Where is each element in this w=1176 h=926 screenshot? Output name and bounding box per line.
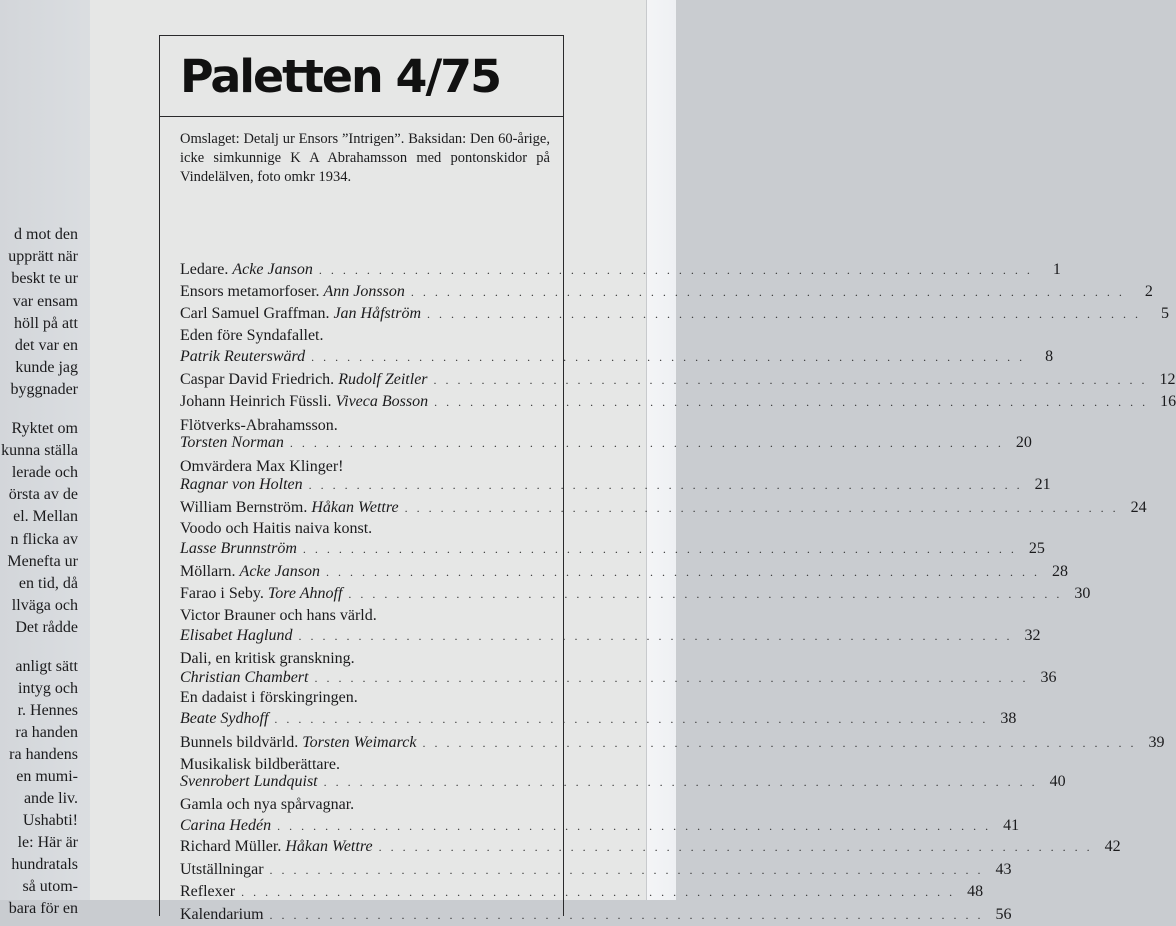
toc-title: Carl Samuel Graffman. <box>180 305 330 322</box>
facing-page-line: n flicka av <box>10 531 78 548</box>
toc-line <box>180 474 1051 496</box>
toc-page-number: 30 <box>1074 585 1091 602</box>
toc-title: Kalendarium <box>180 906 264 923</box>
toc-title: Omvärdera Max Klinger! <box>180 458 344 475</box>
toc-author: Christian Chambert <box>180 669 309 686</box>
facing-page-line: r. Hennes <box>17 702 78 719</box>
toc-line <box>180 794 545 816</box>
toc-page-number: 42 <box>1104 838 1121 855</box>
toc-author: Acke Janson <box>239 563 320 580</box>
toc-heading <box>180 859 264 881</box>
facing-page-line: kunna ställa <box>1 442 78 459</box>
toc-heading <box>180 281 405 303</box>
toc-heading <box>180 904 264 926</box>
toc-page-number: 41 <box>1003 817 1020 834</box>
toc-heading <box>180 583 342 605</box>
toc-page-number: 8 <box>1045 348 1054 365</box>
leader-dots <box>405 497 1119 519</box>
toc-page-number: 40 <box>1049 773 1066 790</box>
leader-dots <box>274 708 988 730</box>
toc-page-number: 39 <box>1148 734 1165 751</box>
toc-page-number: 20 <box>1015 434 1032 451</box>
toc-author: Ann Jonsson <box>323 283 405 300</box>
toc-line <box>180 881 984 903</box>
toc-page-number: 16 <box>1160 393 1176 410</box>
toc-page-number: 43 <box>995 861 1012 878</box>
toc-heading <box>180 303 421 325</box>
leader-dots <box>348 583 1062 605</box>
toc-line <box>180 687 545 709</box>
toc-author: Tore Ahnoff <box>267 585 343 602</box>
leader-dots <box>270 904 984 926</box>
leader-dots <box>290 432 1004 454</box>
leader-dots <box>298 625 1012 647</box>
facing-page-line: d mot den <box>14 226 78 243</box>
toc-line <box>180 583 1091 605</box>
leader-dots <box>427 303 1141 325</box>
toc-line <box>180 904 1012 926</box>
toc-line <box>180 605 545 627</box>
toc-author: Svenrobert Lundquist <box>180 773 318 790</box>
toc-title: En dadaist i förskingringen. <box>180 689 358 706</box>
toc-title: Richard Müller. <box>180 838 282 855</box>
toc-line <box>180 303 1169 325</box>
toc-line <box>180 497 1147 519</box>
toc-line <box>180 369 1176 391</box>
facing-page-line: le: Här är <box>17 834 78 851</box>
toc-author: Håkan Wettre <box>311 499 399 516</box>
facing-page-line: en tid, då <box>18 575 78 592</box>
facing-page-line: beskt te ur <box>11 270 78 287</box>
toc-page-number: 21 <box>1034 476 1051 493</box>
facing-page-line: llväga och <box>11 597 78 614</box>
facing-page-line: det var en <box>14 337 78 354</box>
facing-page-line: en mumi- <box>16 768 78 785</box>
toc-page-number: 25 <box>1028 540 1045 557</box>
toc-line <box>180 346 1054 368</box>
toc-title: Dali, en kritisk granskning. <box>180 650 355 667</box>
facing-page-line: ra handens <box>9 746 78 763</box>
toc-title: Voodo och Haitis naiva konst. <box>180 520 373 537</box>
leader-dots <box>326 561 1040 583</box>
leader-dots <box>277 815 991 837</box>
facing-page-line: kunde jag <box>15 359 78 376</box>
toc-title: Musikalisk bildberättare. <box>180 756 340 773</box>
leader-dots <box>314 667 1028 689</box>
magazine-title: Paletten 4/75 <box>180 50 500 103</box>
leader-dots <box>411 281 1125 303</box>
leader-dots <box>324 771 1038 793</box>
toc-author: Patrik Reuterswärd <box>180 348 306 365</box>
toc-title: Bunnels bildvärld. <box>180 734 299 751</box>
facing-page-line: var ensam <box>12 293 78 310</box>
toc-heading <box>180 369 428 391</box>
facing-page-line: Menefta ur <box>7 553 78 570</box>
toc-title: Ledare. <box>180 261 229 278</box>
toc-line <box>180 771 1066 793</box>
toc-page-number: 28 <box>1051 563 1068 580</box>
toc-author: Acke Janson <box>232 261 313 278</box>
toc-line <box>180 391 1176 413</box>
toc-title: Farao i Seby. <box>180 585 264 602</box>
facing-page-line: bara för en <box>8 900 78 917</box>
facing-page-line: ande liv. <box>23 790 78 807</box>
leader-dots <box>309 474 1023 496</box>
toc-heading <box>180 391 428 413</box>
leader-dots <box>434 369 1148 391</box>
toc-heading <box>180 836 373 858</box>
toc-line <box>180 815 1020 837</box>
facing-page-line: hundratals <box>11 856 78 873</box>
leader-dots <box>270 859 984 881</box>
toc-heading <box>180 881 235 903</box>
toc-title: Reflexer <box>180 883 236 900</box>
toc-line <box>180 325 545 347</box>
leader-dots <box>319 259 1033 281</box>
toc-page-number: 12 <box>1159 371 1176 388</box>
toc-heading <box>180 732 416 754</box>
toc-line <box>180 538 1045 560</box>
toc-author: Jan Håfström <box>333 305 421 322</box>
leader-dots <box>422 732 1136 754</box>
toc-title: Utställningar <box>180 861 264 878</box>
toc-line <box>180 625 1041 647</box>
leader-dots <box>311 346 1025 368</box>
toc-line <box>180 561 1068 583</box>
facing-page-line: så utom- <box>22 878 78 895</box>
toc-heading <box>180 497 399 519</box>
leader-dots <box>379 836 1093 858</box>
facing-page-line: byggnader <box>10 381 78 398</box>
leader-dots <box>434 391 1148 413</box>
toc-line <box>180 518 545 540</box>
toc-author: Ragnar von Holten <box>180 476 303 493</box>
toc-title: Eden före Syndafallet. <box>180 327 324 344</box>
leader-dots <box>241 881 955 903</box>
facing-page-line: lerade och <box>11 464 78 481</box>
facing-page-line: el. Mellan <box>13 508 78 525</box>
toc-author: Torsten Norman <box>180 434 284 451</box>
facing-page-line: ra handen <box>15 724 78 741</box>
toc-page-number: 24 <box>1130 499 1147 516</box>
toc-line <box>180 836 1121 858</box>
toc-heading <box>180 561 320 583</box>
toc-author: Elisabet Haglund <box>180 627 293 644</box>
facing-page-line: Ushabti! <box>22 812 78 829</box>
toc-page-number: 48 <box>967 883 984 900</box>
masthead-box <box>160 36 563 117</box>
toc-author: Håkan Wettre <box>285 838 373 855</box>
facing-page-line: örsta av de <box>8 486 78 503</box>
toc-author: Viveca Bosson <box>335 393 429 410</box>
toc-title: Möllarn. <box>180 563 236 580</box>
toc-line <box>180 732 1165 754</box>
cover-caption: Omslaget: Detalj ur Ensors ”Intrigen”. Baksidan: Den 60-årige, icke simkunnige K A Abrahamsson med pontonskidor på Vindelälven, foto omkr 1934. <box>180 131 550 185</box>
toc-heading <box>180 259 313 281</box>
toc-title: William Bernström. <box>180 499 308 516</box>
toc-page-number: 36 <box>1040 669 1057 686</box>
facing-page-line: Ryktet om <box>11 420 78 437</box>
toc-title: Johann Heinrich Füssli. <box>180 393 332 410</box>
leader-dots <box>303 538 1017 560</box>
toc-author: Torsten Weimarck <box>302 734 417 751</box>
toc-page-number: 2 <box>1144 283 1153 300</box>
toc-author: Lasse Brunnström <box>180 540 297 557</box>
toc-line <box>180 259 1061 281</box>
toc-page-number: 1 <box>1052 261 1061 278</box>
facing-page-line: Det rådde <box>15 619 78 636</box>
contents-frame <box>159 35 1176 923</box>
toc-title: Gamla och nya spårvagnar. <box>180 796 355 813</box>
toc-title: Caspar David Friedrich. <box>180 371 335 388</box>
facing-page-line: höll på att <box>14 315 78 332</box>
toc-page-number: 38 <box>1000 710 1017 727</box>
toc-line <box>180 432 1032 454</box>
toc-line <box>180 708 1017 730</box>
toc-page-number: 32 <box>1024 627 1041 644</box>
facing-page-line: upprätt när <box>8 248 78 265</box>
toc-page-number: 5 <box>1161 305 1169 322</box>
toc-author: Carina Hedén <box>180 817 272 834</box>
facing-page-line: intyg och <box>18 680 78 697</box>
toc-author: Rudolf Zeitler <box>338 371 428 388</box>
toc-author: Beate Sydhoff <box>180 710 269 727</box>
toc-page-number: 56 <box>995 906 1012 923</box>
toc-line <box>180 281 1153 303</box>
toc-line <box>180 859 1012 881</box>
facing-page-line: anligt sätt <box>15 658 78 675</box>
toc-title: Ensors metamorfoser. <box>180 283 320 300</box>
toc-title: Victor Brauner och hans värld. <box>180 607 377 624</box>
toc-title: Flötverks-Abrahamsson. <box>180 417 338 434</box>
toc-line <box>180 667 1057 689</box>
